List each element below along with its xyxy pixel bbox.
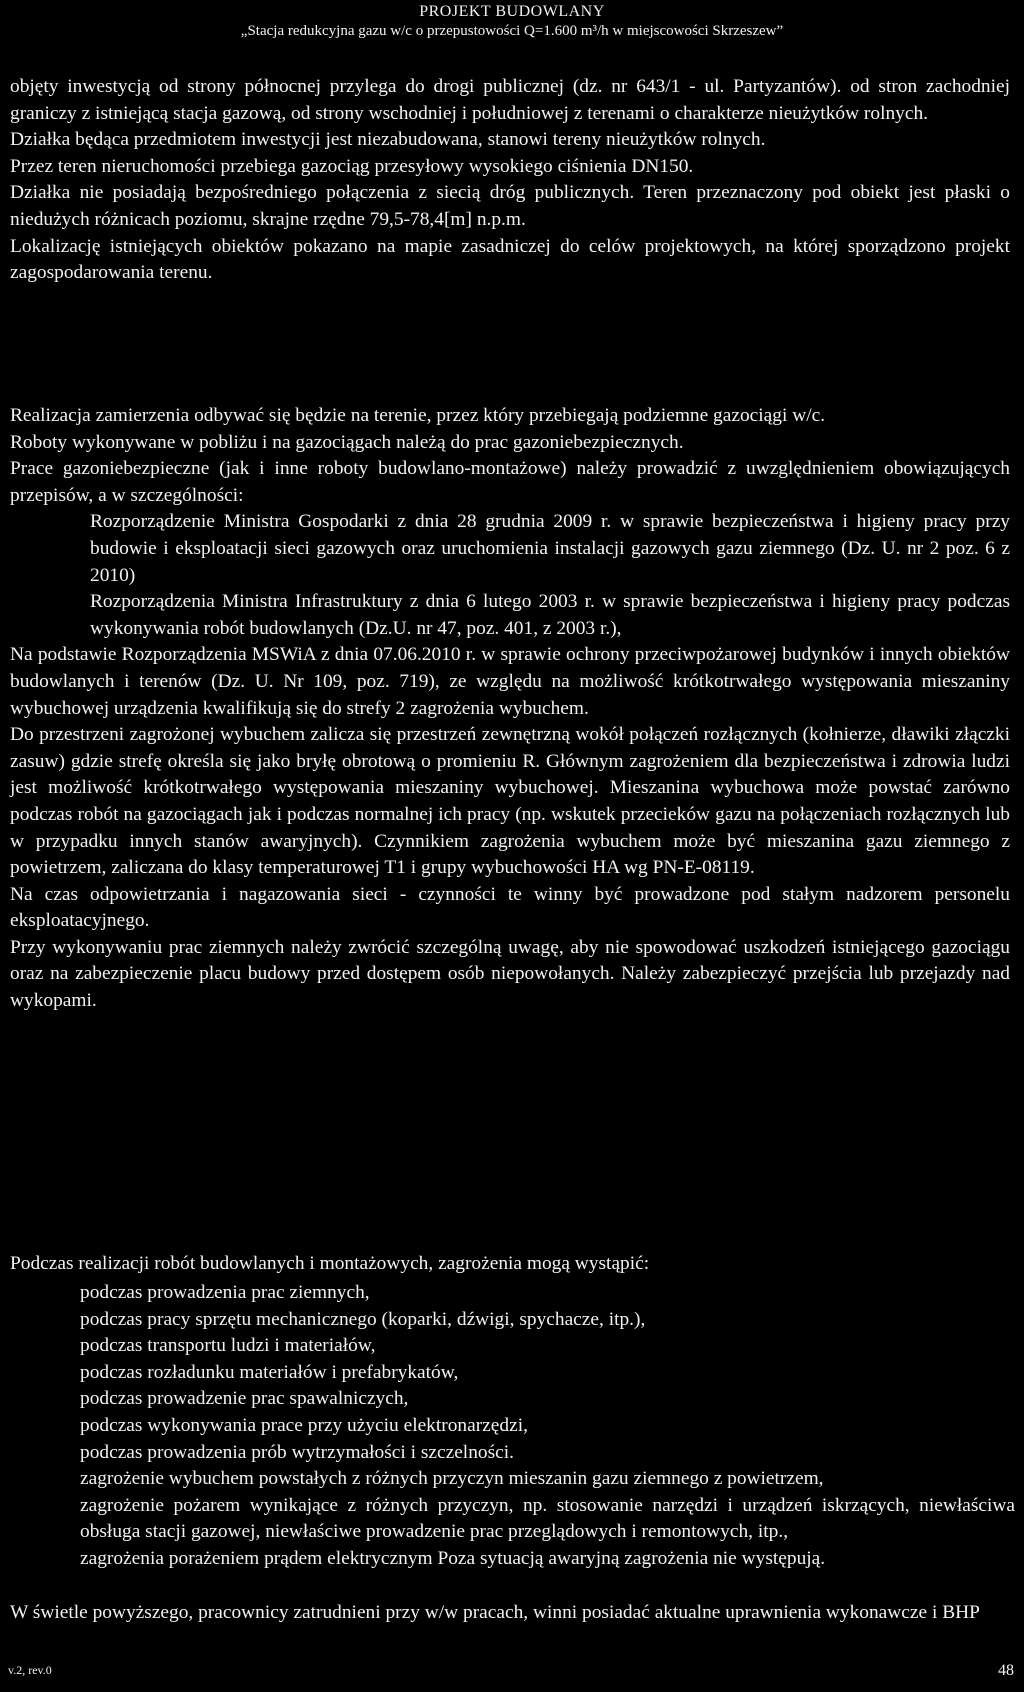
hazards-list bbox=[80, 1280, 1015, 1573]
list-item: podczas wykonywania prace przy użyciu elektronarzędzi, bbox=[80, 1414, 528, 1436]
list-item: podczas prowadzenia prac ziemnych, bbox=[80, 1282, 370, 1303]
paragraph: Przez teren nieruchomości przebiega gazociąg przesyłowy wysokiego ciśnienia DN150. bbox=[10, 155, 694, 177]
paragraph: Na czas odpowietrzania i nagazowania sieci - czynności te winny być prowadzone pod stałym nadzorem personelu eksploatacyjnego. bbox=[10, 883, 1010, 932]
project-subtitle: „Stacja redukcyjna gazu w/c o przepustowości Q=1.600 m³/h w miejscowości Skrzeszew” bbox=[240, 23, 784, 39]
safety-regulations bbox=[10, 403, 1010, 1015]
closing-statement bbox=[10, 1600, 1010, 1627]
paragraph: objęty inwestycją od strony północnej przylega do drogi publicznej (dz. nr 643/1 - ul. Partyzantów). od stron zachodniej graniczy z istniejącą stacja gazową, od strony wschodniej i południowej z terenami o charakterze nieużytków rolnych. bbox=[10, 76, 1010, 124]
project-title: PROJEKT BUDOWLANY bbox=[419, 3, 605, 20]
list-item: podczas prowadzenia prób wytrzymałości i szczelności. bbox=[80, 1441, 514, 1463]
list-item: zagrożenia porażeniem prądem elektrycznym Poza sytuacją awaryjną zagrożenia nie występują. bbox=[80, 1547, 826, 1569]
regulation-item: Rozporządzenia Ministra Infrastruktury z dnia 6 lutego 2003 r. w sprawie bezpieczeństwa i higieny pracy podczas wykonywania robót budowlanych (Dz.U. nr 47, poz. 401, z 2003 r.), bbox=[90, 591, 1010, 639]
paragraph: Przy wykonywaniu prac ziemnych należy zwrócić szczególną uwagę, aby nie spowodować uszkodzeń istniejącego gazociągu oraz na zabezpieczenie placu budowy przed dostępem osób niepowołanych. Należy zabezpieczyć przejścia lub przejazdy nad wykopami. bbox=[10, 936, 1010, 1012]
paragraph: Realizacja zamierzenia odbywać się będzie na terenie, przez który przebiegają podziemne gazociągi w/c. bbox=[10, 405, 826, 426]
list-item: zagrożenie wybuchem powstałych z różnych przyczyn mieszanin gazu ziemnego z powietrzem, bbox=[80, 1468, 824, 1490]
list-item: zagrożenie pożarem wynikające z różnych przyczyn, np. stosowanie narzędzi i urządzeń iskrzących, niewłaściwa obsługa stacji gazowej, niewłaściwe prowadzenie prac przeglądowych i remontowych, itp., bbox=[80, 1494, 1015, 1543]
paragraph: Działka będąca przedmiotem inwestycji jest niezabudowana, stanowi tereny nieużytków rolnych. bbox=[10, 129, 766, 151]
paragraph: Prace gazoniebezpieczne (jak i inne roboty budowlano-montażowe) należy prowadzić z uwzględnieniem obowiązujących przepisów, a w szczególności: bbox=[10, 458, 1010, 506]
list-item: podczas transportu ludzi i materiałów, bbox=[80, 1335, 376, 1357]
paragraph: Do przestrzeni zagrożonej wybuchem zalicza się przestrzeń zewnętrzną wokół połączeń rozłącznych (kołnierze, dławiki złączki zasuw) gdzie strefę określa się jako bryłę obrotową o promieniu R. Głównym zagrożeniem dla bezpieczeństwa i zdrowia ludzi jest możliwość krótkotrwałego występowania mieszaniny wybuchowej. Mieszanina wybuchowa może powstać zarówno podczas robót na gazociągach jak i podczas normalnej ich pracy (np. wskutek przecieków gazu na połączeniach rozłącznych lub w przypadku innych stanów awaryjnych). Czynnikiem zagrożenia wybuchem może być mieszanina gazu ziemnego z powietrzem, zaliczana do klasy temperaturowej T1 i grupy wybuchowości HA wg PN-E-08119. bbox=[10, 724, 1010, 879]
paragraph: Lokalizację istniejących obiektów pokazano na mapie zasadniczej do celów projektowych, na której sporządzono projekt zagospodarowania terenu. bbox=[10, 235, 1010, 284]
hazards-intro bbox=[10, 1251, 1010, 1278]
page-header bbox=[0, 2, 1024, 40]
regulation-item: Rozporządzenie Ministra Gospodarki z dnia 28 grudnia 2009 r. w sprawie bezpieczeństwa i higieny pracy przy budowie i eksploatacji sieci gazowych oraz uruchomienia instalacji gazowych gazu ziemnego (Dz. U. nr 2 poz. 6 z 2010) bbox=[90, 511, 1010, 586]
list-item: podczas pracy sprzętu mechanicznego (koparki, dźwigi, spychacze, itp.), bbox=[80, 1308, 646, 1330]
site-description bbox=[10, 74, 1010, 287]
paragraph: Działka nie posiadają bezpośredniego połączenia z siecią dróg publicznych. Teren przeznaczony pod obiekt jest płaski o niedużych różnicach poziomu, skrajne rzędne 79,5-78,4[m] n.p.m. bbox=[10, 182, 1010, 230]
version-label: v.2, rev.0 bbox=[8, 1663, 52, 1677]
list-item: podczas rozładunku materiałów i prefabrykatów, bbox=[80, 1361, 459, 1383]
paragraph: Roboty wykonywane w pobliżu i na gazociągach należą do prac gazoniebezpiecznych. bbox=[10, 431, 684, 453]
page-number: 48 bbox=[998, 1662, 1014, 1679]
paragraph: W świetle powyższego, pracownicy zatrudnieni przy w/w pracach, winni posiadać aktualne uprawnienia wykonawcze i BHP bbox=[10, 1602, 980, 1623]
paragraph: Podczas realizacji robót budowlanych i montażowych, zagrożenia mogą wystąpić: bbox=[10, 1253, 650, 1274]
paragraph: Na podstawie Rozporządzenia MSWiA z dnia 07.06.2010 r. w sprawie ochrony przeciwpożarowej budynków i innych obiektów budowlanych i terenów (Dz. U. Nr 109, poz. 719), ze względu na możliwość krótkotrwałego występowania mieszaniny wybuchowej urządzenia kwalifikują się do strefy 2 zagrożenia wybuchem. bbox=[10, 644, 1010, 719]
list-item: podczas prowadzenie prac spawalniczych, bbox=[80, 1388, 409, 1410]
